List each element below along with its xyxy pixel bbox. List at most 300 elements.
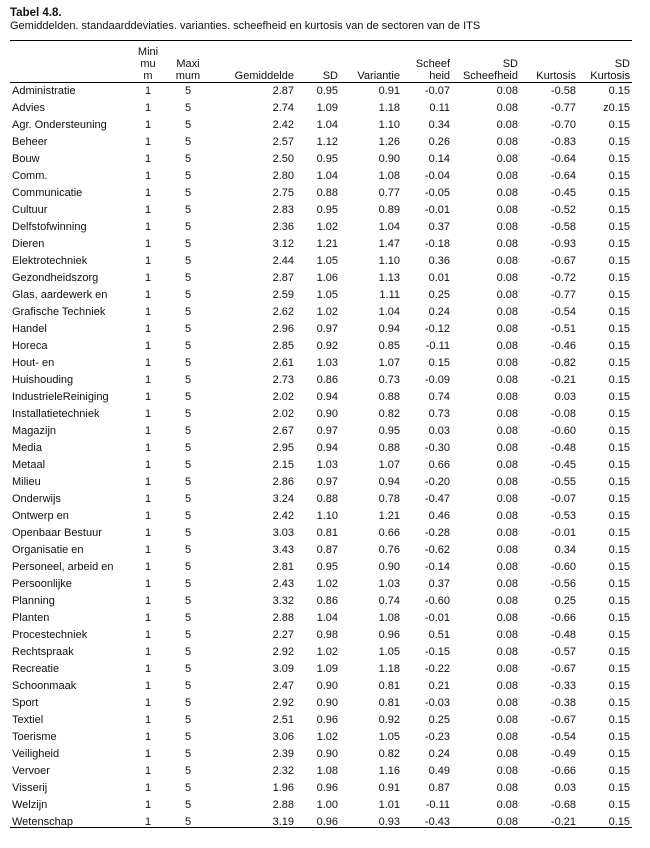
cell-kurtosis: -0.67 [550,255,576,267]
cell-maximum: 5 [184,204,192,216]
table-row [10,474,632,491]
cell-sector: Gezondheidszorg [12,272,99,284]
cell-variantie: 1.11 [379,289,400,301]
table-caption-title: Tabel 4.8. [10,7,62,19]
cell-variantie: 1.10 [378,255,400,267]
cell-sd-kurtosis: 0.15 [608,204,630,216]
cell-variantie: 0.91 [378,782,400,794]
cell-variantie: 1.47 [378,238,400,250]
cell-sd-kurtosis: 0.15 [608,272,630,284]
cell-sd-kurtosis: 0.15 [608,612,630,624]
cell-maximum: 5 [184,595,192,607]
cell-gemiddelde: 2.86 [272,476,294,488]
cell-sd: 0.88 [316,493,338,505]
cell-sd-kurtosis: 0.15 [608,85,630,97]
table-row [10,695,632,712]
table-row [10,304,632,321]
cell-variantie: 1.18 [378,102,400,114]
cell-gemiddelde: 2.75 [272,187,294,199]
table-row [10,491,632,508]
cell-sd-scheefheid: 0.08 [496,238,518,250]
cell-kurtosis: -0.52 [550,204,576,216]
cell-maximum: 5 [184,442,192,454]
cell-sector: Recreatie [12,663,60,675]
cell-variantie: 1.04 [378,306,400,318]
cell-sd: 1.05 [316,255,338,267]
cell-sd: 0.95 [316,153,338,165]
cell-minimum: 1 [144,510,152,522]
table-row [10,253,632,270]
cell-sd-scheefheid: 0.08 [496,476,518,488]
cell-sd-scheefheid: 0.08 [496,357,518,369]
cell-kurtosis: -0.07 [550,493,576,505]
cell-minimum: 1 [144,731,152,743]
cell-sd-kurtosis: 0.15 [608,221,630,233]
cell-sd: 1.09 [316,663,338,675]
table-row [10,593,632,610]
cell-sector: Openbaar Bestuur [12,527,102,539]
cell-sector: Textiel [12,714,44,726]
cell-sd-scheefheid: 0.08 [496,289,518,301]
cell-sector: Grafische Techniek [12,306,106,318]
table-row [10,100,632,117]
cell-variantie: 0.90 [378,561,400,573]
cell-minimum: 1 [144,646,152,658]
table-row [10,712,632,729]
cell-minimum: 1 [144,748,152,760]
cell-variantie: 1.05 [378,646,400,658]
cell-sd-scheefheid: 0.08 [496,816,518,828]
cell-sd: 0.95 [316,204,338,216]
cell-gemiddelde: 2.95 [272,442,294,454]
cell-maximum: 5 [184,340,192,352]
cell-sd-kurtosis: 0.15 [608,391,630,403]
cell-sector: Wetenschap [12,816,73,828]
table-row [10,117,632,134]
cell-kurtosis: 0.03 [554,391,576,403]
cell-gemiddelde: 3.24 [272,493,294,505]
cell-sd-scheefheid: 0.08 [496,510,518,522]
table-row [10,797,632,814]
cell-variantie: 0.89 [378,204,400,216]
cell-sd-scheefheid: 0.08 [496,544,518,556]
cell-sd: 0.94 [316,442,338,454]
statistics-table [10,41,632,831]
cell-scheefheid: -0.15 [424,646,450,658]
cell-maximum: 5 [184,799,192,811]
cell-scheefheid: 0.03 [428,425,450,437]
cell-sd: 1.03 [316,357,338,369]
cell-variantie: 0.95 [378,425,400,437]
table-row [10,151,632,168]
cell-kurtosis: 0.03 [554,782,576,794]
cell-maximum: 5 [184,357,192,369]
table-row [10,168,632,185]
cell-scheefheid: -0.03 [424,697,450,709]
cell-sd: 0.96 [316,714,338,726]
table-row [10,508,632,525]
cell-kurtosis: -0.56 [550,578,576,590]
cell-minimum: 1 [144,765,152,777]
cell-scheefheid: 0.25 [428,289,450,301]
cell-kurtosis: -0.64 [550,153,576,165]
cell-sector: Planning [12,595,55,607]
cell-sector: Communicatie [12,187,83,199]
cell-sd: 1.02 [316,221,338,233]
cell-sd-scheefheid: 0.08 [496,561,518,573]
cell-gemiddelde: 2.80 [272,170,294,182]
cell-sd-scheefheid: 0.08 [496,221,518,233]
table-row [10,423,632,440]
cell-variantie: 1.21 [378,510,400,522]
cell-minimum: 1 [144,221,152,233]
cell-sd: 0.95 [316,561,338,573]
cell-sd-kurtosis: 0.15 [608,425,630,437]
cell-sd-scheefheid: 0.08 [496,153,518,165]
cell-sd-kurtosis: 0.15 [608,782,630,794]
cell-gemiddelde: 2.51 [272,714,294,726]
cell-minimum: 1 [144,391,152,403]
cell-minimum: 1 [144,323,152,335]
cell-variantie: 1.26 [378,136,400,148]
cell-maximum: 5 [184,731,192,743]
cell-kurtosis: -0.83 [550,136,576,148]
cell-kurtosis: -0.48 [550,442,576,454]
cell-sd-scheefheid: 0.08 [496,595,518,607]
cell-kurtosis: -0.64 [550,170,576,182]
cell-scheefheid: 0.11 [429,102,450,114]
cell-sd-kurtosis: 0.15 [608,408,630,420]
cell-scheefheid: 0.46 [428,510,450,522]
table-row [10,355,632,372]
table-row [10,814,632,831]
cell-sector: Glas, aardewerk en [12,289,108,301]
cell-sd-kurtosis: 0.15 [608,238,630,250]
table-row [10,406,632,423]
cell-sd: 0.92 [316,340,338,352]
cell-minimum: 1 [144,544,152,556]
cell-minimum: 1 [144,289,152,301]
cell-kurtosis: -0.45 [550,459,576,471]
cell-minimum: 1 [144,442,152,454]
cell-minimum: 1 [144,595,152,607]
table-row [10,440,632,457]
cell-maximum: 5 [184,527,192,539]
cell-gemiddelde: 2.47 [272,680,294,692]
col-header-maximum: Maxi mum [175,58,201,82]
cell-sd-kurtosis: 0.15 [608,255,630,267]
cell-maximum: 5 [184,272,192,284]
table-row [10,270,632,287]
cell-sd: 0.90 [316,408,338,420]
cell-minimum: 1 [144,119,152,131]
cell-gemiddelde: 2.83 [272,204,294,216]
cell-sd-kurtosis: 0.15 [608,306,630,318]
cell-variantie: 1.07 [378,357,400,369]
cell-sd: 0.97 [316,323,338,335]
cell-minimum: 1 [144,782,152,794]
cell-gemiddelde: 2.62 [272,306,294,318]
cell-sector: IndustrieleReiniging [12,391,109,403]
cell-variantie: 1.10 [378,119,400,131]
cell-gemiddelde: 2.15 [272,459,294,471]
cell-sd: 1.06 [316,272,338,284]
cell-sd-scheefheid: 0.08 [496,374,518,386]
cell-sector: Installatietechniek [12,408,100,420]
cell-variantie: 0.76 [378,544,400,556]
cell-gemiddelde: 2.42 [272,510,294,522]
cell-gemiddelde: 3.32 [272,595,294,607]
cell-gemiddelde: 2.88 [272,612,294,624]
col-header-sd: SD [322,70,338,82]
cell-kurtosis: -0.68 [550,799,576,811]
cell-sd: 0.97 [316,476,338,488]
cell-sd: 0.87 [316,544,338,556]
cell-variantie: 0.94 [378,476,400,488]
cell-scheefheid: -0.28 [424,527,450,539]
cell-scheefheid: 0.36 [428,255,450,267]
cell-minimum: 1 [144,357,152,369]
cell-variantie: 0.78 [378,493,400,505]
cell-gemiddelde: 2.57 [272,136,294,148]
cell-sd-kurtosis: 0.15 [608,680,630,692]
cell-kurtosis: -0.49 [550,748,576,760]
cell-sd-kurtosis: 0.15 [608,527,630,539]
cell-sd-kurtosis: 0.15 [608,663,630,675]
cell-kurtosis: -0.08 [550,408,576,420]
cell-gemiddelde: 3.09 [272,663,294,675]
cell-variantie: 0.82 [378,408,400,420]
cell-sd-kurtosis: 0.15 [608,187,630,199]
cell-sd-scheefheid: 0.08 [496,459,518,471]
cell-minimum: 1 [144,136,152,148]
cell-maximum: 5 [184,816,192,828]
table-row [10,236,632,253]
cell-sector: Administratie [12,85,76,97]
cell-sd-kurtosis: 0.15 [608,561,630,573]
cell-minimum: 1 [144,629,152,641]
cell-variantie: 0.66 [378,527,400,539]
cell-gemiddelde: 2.59 [272,289,294,301]
cell-sd-scheefheid: 0.08 [496,408,518,420]
cell-sd-kurtosis: 0.15 [608,544,630,556]
cell-sd: 1.02 [316,578,338,590]
cell-minimum: 1 [144,527,152,539]
cell-minimum: 1 [144,578,152,590]
cell-kurtosis: -0.72 [550,272,576,284]
cell-gemiddelde: 2.74 [272,102,294,114]
cell-minimum: 1 [144,612,152,624]
cell-sd-kurtosis: 0.15 [608,442,630,454]
cell-sd: 1.03 [316,459,338,471]
cell-minimum: 1 [144,85,152,97]
cell-minimum: 1 [144,187,152,199]
table-row [10,746,632,763]
col-header-scheefheid: Scheef heid [415,58,450,82]
cell-sd-scheefheid: 0.08 [496,187,518,199]
cell-variantie: 0.96 [378,629,400,641]
cell-sd-scheefheid: 0.08 [496,578,518,590]
table-row [10,134,632,151]
cell-gemiddelde: 2.81 [272,561,294,573]
cell-sd-kurtosis: 0.15 [608,493,630,505]
cell-sd-kurtosis: 0.15 [608,731,630,743]
cell-sector: Advies [12,102,46,114]
cell-sd-scheefheid: 0.08 [496,442,518,454]
cell-gemiddelde: 2.02 [272,391,294,403]
table-row [10,627,632,644]
cell-sector: Schoonmaak [12,680,77,692]
cell-sector: Onderwijs [12,493,61,505]
cell-sd: 1.08 [316,765,338,777]
cell-sd-scheefheid: 0.08 [496,765,518,777]
cell-kurtosis: -0.58 [550,85,576,97]
cell-gemiddelde: 2.87 [272,272,294,284]
cell-maximum: 5 [184,714,192,726]
cell-kurtosis: -0.60 [550,561,576,573]
cell-minimum: 1 [144,204,152,216]
table-row [10,576,632,593]
cell-kurtosis: -0.77 [550,289,576,301]
cell-minimum: 1 [144,799,152,811]
cell-kurtosis: -0.38 [550,697,576,709]
cell-maximum: 5 [184,170,192,182]
cell-minimum: 1 [144,476,152,488]
table-row [10,661,632,678]
cell-scheefheid: -0.43 [424,816,450,828]
cell-scheefheid: -0.11 [425,799,450,811]
cell-sd-scheefheid: 0.08 [496,714,518,726]
cell-sd-scheefheid: 0.08 [496,323,518,335]
cell-sd: 1.02 [316,646,338,658]
cell-sd-scheefheid: 0.08 [496,748,518,760]
cell-sector: Rechtspraak [12,646,74,658]
table-row [10,389,632,406]
cell-scheefheid: 0.87 [428,782,450,794]
cell-scheefheid: -0.18 [424,238,450,250]
cell-maximum: 5 [184,646,192,658]
cell-gemiddelde: 2.50 [272,153,294,165]
cell-variantie: 0.77 [378,187,400,199]
cell-variantie: 0.85 [378,340,400,352]
cell-sd-kurtosis: 0.15 [608,765,630,777]
cell-scheefheid: -0.62 [424,544,450,556]
cell-kurtosis: -0.45 [550,187,576,199]
cell-sd: 1.05 [316,289,338,301]
cell-maximum: 5 [184,544,192,556]
cell-kurtosis: -0.93 [550,238,576,250]
cell-maximum: 5 [184,408,192,420]
cell-minimum: 1 [144,408,152,420]
cell-kurtosis: 0.25 [554,595,576,607]
cell-minimum: 1 [144,816,152,828]
cell-scheefheid: -0.07 [424,85,450,97]
cell-kurtosis: -0.54 [550,731,576,743]
cell-sd-kurtosis: 0.15 [608,595,630,607]
cell-kurtosis: -0.54 [550,306,576,318]
cell-scheefheid: -0.04 [424,170,450,182]
cell-variantie: 0.93 [378,816,400,828]
cell-sd-scheefheid: 0.08 [496,255,518,267]
cell-sector: Elektrotechniek [12,255,88,267]
cell-sd: 1.09 [316,102,338,114]
cell-gemiddelde: 2.43 [272,578,294,590]
cell-maximum: 5 [184,153,192,165]
cell-sd-scheefheid: 0.08 [496,663,518,675]
cell-maximum: 5 [184,119,192,131]
cell-kurtosis: -0.58 [550,221,576,233]
cell-maximum: 5 [184,748,192,760]
cell-scheefheid: -0.01 [424,204,450,216]
cell-maximum: 5 [184,765,192,777]
cell-sector: Planten [12,612,50,624]
cell-gemiddelde: 2.32 [272,765,294,777]
cell-sector: Milieu [12,476,41,488]
cell-sd-scheefheid: 0.08 [496,170,518,182]
cell-sd-scheefheid: 0.08 [496,799,518,811]
cell-sector: Handel [12,323,47,335]
col-header-sd-scheefheid: SD Scheefheid [462,58,518,82]
cell-sd-kurtosis: 0.15 [608,153,630,165]
cell-sd-scheefheid: 0.08 [496,391,518,403]
cell-scheefheid: 0.51 [428,629,450,641]
cell-variantie: 1.08 [378,170,400,182]
cell-variantie: 0.74 [378,595,400,607]
cell-sd-kurtosis: 0.15 [608,170,630,182]
cell-gemiddelde: 2.61 [272,357,294,369]
cell-sd: 1.12 [316,136,338,148]
cell-scheefheid: -0.20 [424,476,450,488]
cell-sd: 0.96 [316,782,338,794]
cell-sector: Dieren [12,238,45,250]
cell-maximum: 5 [184,255,192,267]
cell-sd-kurtosis: 0.15 [608,697,630,709]
cell-scheefheid: -0.60 [424,595,450,607]
cell-maximum: 5 [184,323,192,335]
cell-sd-scheefheid: 0.08 [496,697,518,709]
table-row [10,542,632,559]
cell-sd-kurtosis: 0.15 [608,340,630,352]
cell-sd: 0.98 [316,629,338,641]
cell-variantie: 1.18 [378,663,400,675]
cell-sector: Sport [12,697,39,709]
document-page [10,6,640,828]
table-row [10,525,632,542]
cell-kurtosis: -0.67 [550,663,576,675]
cell-gemiddelde: 2.44 [272,255,294,267]
cell-minimum: 1 [144,306,152,318]
cell-variantie: 1.01 [378,799,400,811]
cell-sd-kurtosis: 0.15 [608,714,630,726]
cell-kurtosis: -0.01 [550,527,576,539]
cell-sd-scheefheid: 0.08 [496,119,518,131]
cell-sd: 0.88 [316,187,338,199]
cell-gemiddelde: 2.42 [272,119,294,131]
cell-sd-kurtosis: 0.15 [608,510,630,522]
cell-sector: Visserij [12,782,48,794]
cell-scheefheid: -0.05 [424,187,450,199]
cell-maximum: 5 [184,85,192,97]
table-row [10,185,632,202]
cell-variantie: 1.05 [378,731,400,743]
table-row [10,457,632,474]
cell-gemiddelde: 2.36 [272,221,294,233]
cell-sd: 0.90 [316,680,338,692]
cell-scheefheid: -0.14 [424,561,450,573]
cell-sd: 1.00 [316,799,338,811]
cell-minimum: 1 [144,170,152,182]
cell-kurtosis: -0.21 [550,374,576,386]
